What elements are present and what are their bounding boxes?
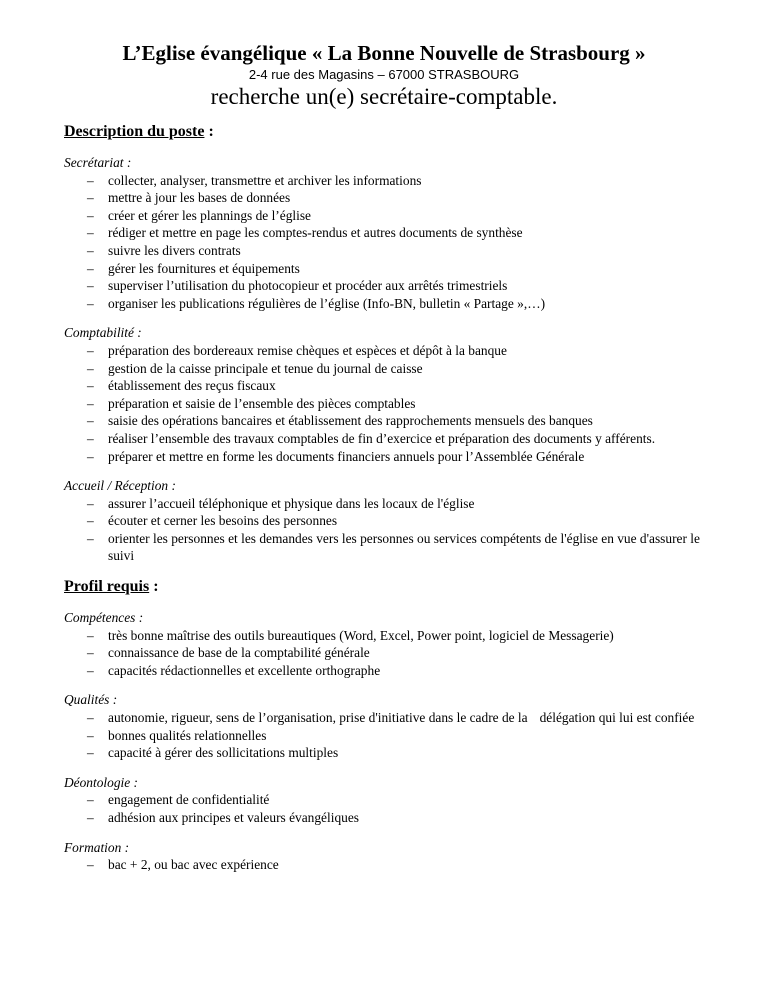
dash-bullet: – xyxy=(87,378,94,394)
list-item-text: orienter les personnes et les demandes vers les personnes ou services compétents de l'église en vue d'assurer le suivi xyxy=(108,530,700,564)
dash-bullet: – xyxy=(87,645,94,661)
section-label-secretariat: Secrétariat : xyxy=(64,155,132,170)
profil-heading-text: Profil requis xyxy=(64,578,150,596)
dash-bullet: – xyxy=(87,710,94,726)
dash-bullet: – xyxy=(87,172,94,188)
list-item-text: gérer les fournitures et équipements xyxy=(108,260,300,276)
dash-bullet: – xyxy=(87,190,94,206)
list-item xyxy=(64,430,724,448)
list-item xyxy=(64,342,724,360)
list-item xyxy=(64,495,724,513)
section-label-formation: Formation : xyxy=(64,839,130,855)
dash-bullet: – xyxy=(87,342,94,358)
list-item-text: créer et gérer les plannings de l’église xyxy=(108,207,311,223)
section-label-accueil: Accueil / Réception : xyxy=(64,478,176,494)
dash-bullet: – xyxy=(87,495,94,511)
section-label-qualites: Qualités : xyxy=(64,692,118,708)
dash-bullet: – xyxy=(87,662,94,678)
dash-bullet: – xyxy=(87,278,94,294)
list-item xyxy=(64,644,724,662)
description-heading-text: Description du poste xyxy=(64,123,205,140)
list-item-text: saisie des opérations bancaires et établissement des rapprochements mensuels des banques xyxy=(108,413,593,429)
section-label-competences: Compétences : xyxy=(64,610,144,626)
formation-list xyxy=(64,856,724,874)
list-item xyxy=(64,791,724,809)
list-item-text: gestion de la caisse principale et tenue du journal de caisse xyxy=(108,360,423,376)
list-item xyxy=(64,530,724,565)
dash-bullet: – xyxy=(87,627,94,643)
list-item-text: mettre à jour les bases de données xyxy=(108,190,291,206)
list-item xyxy=(64,727,724,745)
list-item-text: connaissance de base de la comptabilité générale xyxy=(108,645,370,661)
church-address: 2-4 rue des Magasins – 67000 STRASBOURG xyxy=(248,67,520,82)
list-item xyxy=(64,809,724,827)
list-item-text: suivre les divers contrats xyxy=(108,242,241,258)
list-item-text: rédiger et mettre en page les comptes-rendus et autres documents de synthèse xyxy=(108,225,523,241)
dash-bullet: – xyxy=(87,530,94,546)
list-item xyxy=(64,172,724,190)
list-item xyxy=(64,627,724,645)
dash-bullet: – xyxy=(87,295,94,311)
competences-list xyxy=(64,627,724,680)
list-item xyxy=(64,207,724,225)
list-item-text: très bonne maîtrise des outils bureautiques (Word, Excel, Power point, logiciel de Messagerie) xyxy=(108,627,614,643)
list-item-text: écouter et cerner les besoins des personnes xyxy=(108,513,338,529)
list-item xyxy=(64,744,724,762)
dash-bullet: – xyxy=(87,792,94,808)
dash-bullet: – xyxy=(87,207,94,223)
section-label-deontologie: Déontologie : xyxy=(64,774,139,790)
dash-bullet: – xyxy=(87,242,94,258)
profil-heading xyxy=(64,577,724,597)
list-item xyxy=(64,448,724,466)
list-item-text: préparation des bordereaux remise chèques et espèces et dépôt à la banque xyxy=(108,342,507,358)
profil-heading-colon: : xyxy=(149,578,159,596)
dash-bullet: – xyxy=(87,857,94,873)
dash-bullet: – xyxy=(87,430,94,446)
list-item-text: bac + 2, ou bac avec expérience xyxy=(108,857,279,873)
list-item xyxy=(64,395,724,413)
list-item-text: réaliser l’ensemble des travaux comptables de fin d’exercice et préparation des documents y afférents. xyxy=(108,430,656,446)
accueil-list xyxy=(64,495,724,565)
list-item xyxy=(64,277,724,295)
comptabilite-list xyxy=(64,342,724,465)
list-item xyxy=(64,412,724,430)
list-item-text: superviser l’utilisation du photocopieur et procéder aux arrêtés trimestriels xyxy=(108,278,508,294)
deontologie-list xyxy=(64,791,724,826)
dash-bullet: – xyxy=(87,413,94,429)
list-item xyxy=(64,709,724,727)
document-body xyxy=(64,122,724,886)
list-item-text: bonnes qualités relationnelles xyxy=(108,727,267,743)
list-item xyxy=(64,224,724,242)
dash-bullet: – xyxy=(87,727,94,743)
dash-bullet: – xyxy=(87,448,94,464)
list-item-text: préparer et mettre en forme les documents financiers annuels pour l’Assemblée Générale xyxy=(108,448,585,464)
list-item-text: préparation et saisie de l’ensemble des pièces comptables xyxy=(108,395,416,411)
list-item xyxy=(64,377,724,395)
list-item-text: organiser les publications régulières de l’église (Info-BN, bulletin « Partage »,…) xyxy=(108,295,546,311)
dash-bullet: – xyxy=(87,395,94,411)
list-item-text: engagement de confidentialité xyxy=(108,792,270,808)
list-item-text: capacité à gérer des sollicitations multiples xyxy=(108,745,339,761)
list-item-text: établissement des reçus fiscaux xyxy=(108,378,276,394)
section-label-comptabilite: Comptabilité : xyxy=(64,325,142,341)
qualites-list xyxy=(64,709,724,762)
list-item xyxy=(64,260,724,278)
page-subtitle: recherche un(e) secrétaire-comptable. xyxy=(210,84,558,109)
dash-bullet: – xyxy=(87,360,94,376)
description-heading xyxy=(64,122,724,142)
list-item-text: autonomie, rigueur, sens de l’organisation, prise d'initiative dans le cadre de la xyxy=(108,710,528,726)
list-item xyxy=(64,295,724,313)
list-item-text: collecter, analyser, transmettre et archiver les informations xyxy=(108,172,422,188)
list-item-text: capacités rédactionnelles et excellente orthographe xyxy=(108,662,381,678)
dash-bullet: – xyxy=(87,260,94,276)
dash-bullet: – xyxy=(87,745,94,761)
dash-bullet: – xyxy=(87,225,94,241)
list-item xyxy=(64,189,724,207)
list-item xyxy=(64,242,724,260)
list-item xyxy=(64,856,724,874)
secretariat-list xyxy=(64,172,724,313)
list-item-text-continued: délégation qui lui est confiée xyxy=(539,710,695,726)
dash-bullet: – xyxy=(87,513,94,529)
list-item xyxy=(64,512,724,530)
list-item-text: assurer l’accueil téléphonique et physique dans les locaux de l'église xyxy=(108,495,475,511)
dash-bullet: – xyxy=(87,810,94,825)
description-heading-colon: : xyxy=(204,123,214,140)
list-item-text: adhésion aux principes et valeurs évangéliques xyxy=(108,810,359,825)
list-item xyxy=(64,360,724,378)
list-item xyxy=(64,662,724,680)
page-title: L’Eglise évangélique « La Bonne Nouvelle de Strasbourg » xyxy=(122,41,646,65)
